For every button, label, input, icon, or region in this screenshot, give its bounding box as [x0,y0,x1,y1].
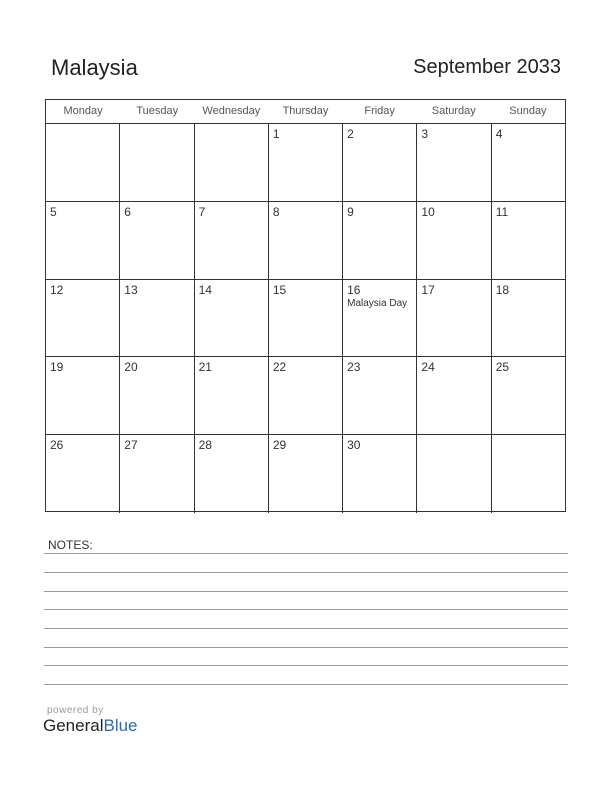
day-cell [195,124,269,201]
day-cell [46,202,120,279]
day-number: 3 [421,127,429,141]
holiday-label: Malaysia Day [347,297,408,309]
day-number: 6 [124,204,131,219]
day-number: 20 [124,360,138,375]
day-number: 15 [272,282,287,297]
weekday-header: Sunday [509,105,547,117]
day-cell [343,435,417,513]
day-cell [46,124,120,201]
day-cell [195,357,269,434]
day-cell [417,124,491,201]
day-cell [195,202,269,279]
day-cell [417,357,491,434]
weekday-header: Thursday [282,105,329,117]
weekday-header-row [46,100,565,124]
day-cell [343,124,417,201]
weekday-header: Saturday [431,105,476,117]
day-number: 17 [421,282,435,297]
day-number: 12 [50,282,64,297]
day-cell [269,280,343,357]
note-line [44,591,568,592]
week-row [46,357,565,435]
day-number: 11 [495,204,509,219]
day-cell [269,202,343,279]
day-number: 30 [347,438,361,453]
day-cell [417,202,491,279]
day-cell [120,124,194,201]
day-number: 18 [495,282,510,297]
note-line [44,609,568,610]
day-number: 13 [124,282,138,297]
day-number: 28 [198,438,212,453]
week-row [46,124,565,202]
day-cell [343,357,417,434]
day-number: 25 [495,360,510,375]
day-number: 10 [421,204,435,219]
day-number: 7 [198,204,206,219]
day-number: 21 [198,360,212,375]
week-row [46,435,565,513]
day-cell [46,280,120,357]
day-number: 1 [272,127,280,141]
day-cell [120,280,194,357]
calendar-grid [45,99,566,512]
notes-label: NOTES: [48,538,93,552]
day-cell [120,202,194,279]
day-number: 26 [50,438,64,453]
note-line [44,628,568,629]
day-cell [269,357,343,434]
day-cell [269,435,343,513]
note-line [44,553,568,554]
day-number: 24 [421,360,435,375]
note-line [44,647,568,648]
day-number: 27 [124,438,138,453]
day-cell [195,280,269,357]
weekday-header: Monday [63,105,103,117]
day-number: 4 [495,127,503,141]
day-number: 22 [272,360,287,375]
day-cell [343,202,417,279]
brand-general: General [43,716,104,735]
day-cell [120,357,194,434]
week-row [46,280,565,358]
country-title: Malaysia [51,55,138,80]
day-number: 23 [347,360,361,375]
week-row [46,202,565,280]
note-line [44,665,568,666]
brand-blue: Blue [103,716,138,735]
day-cell [46,357,120,434]
day-number: 29 [272,438,287,453]
day-cell [417,280,491,357]
day-cell [46,435,120,513]
note-line [44,684,568,685]
weekday-header: Wednesday [202,105,261,117]
note-line [44,572,568,573]
day-number: 19 [50,360,64,375]
day-cell [269,124,343,201]
day-cell [492,435,565,513]
day-cell [492,357,565,434]
day-cell [195,435,269,513]
powered-by-text: powered by [47,705,104,716]
day-cell [343,280,417,357]
day-number: 14 [198,282,212,297]
day-number: 2 [347,127,354,141]
day-number: 5 [50,204,57,219]
day-number: 9 [347,204,354,219]
brand-logo [43,716,138,736]
weekday-header: Friday [364,105,395,117]
day-cell [417,435,491,513]
day-cell [492,202,565,279]
month-title: September 2033 [413,56,561,78]
day-cell [492,124,565,201]
day-number: 16 [347,282,361,297]
weekday-header: Tuesday [136,105,179,117]
day-cell [492,280,565,357]
day-cell [120,435,194,513]
day-number: 8 [272,204,280,219]
